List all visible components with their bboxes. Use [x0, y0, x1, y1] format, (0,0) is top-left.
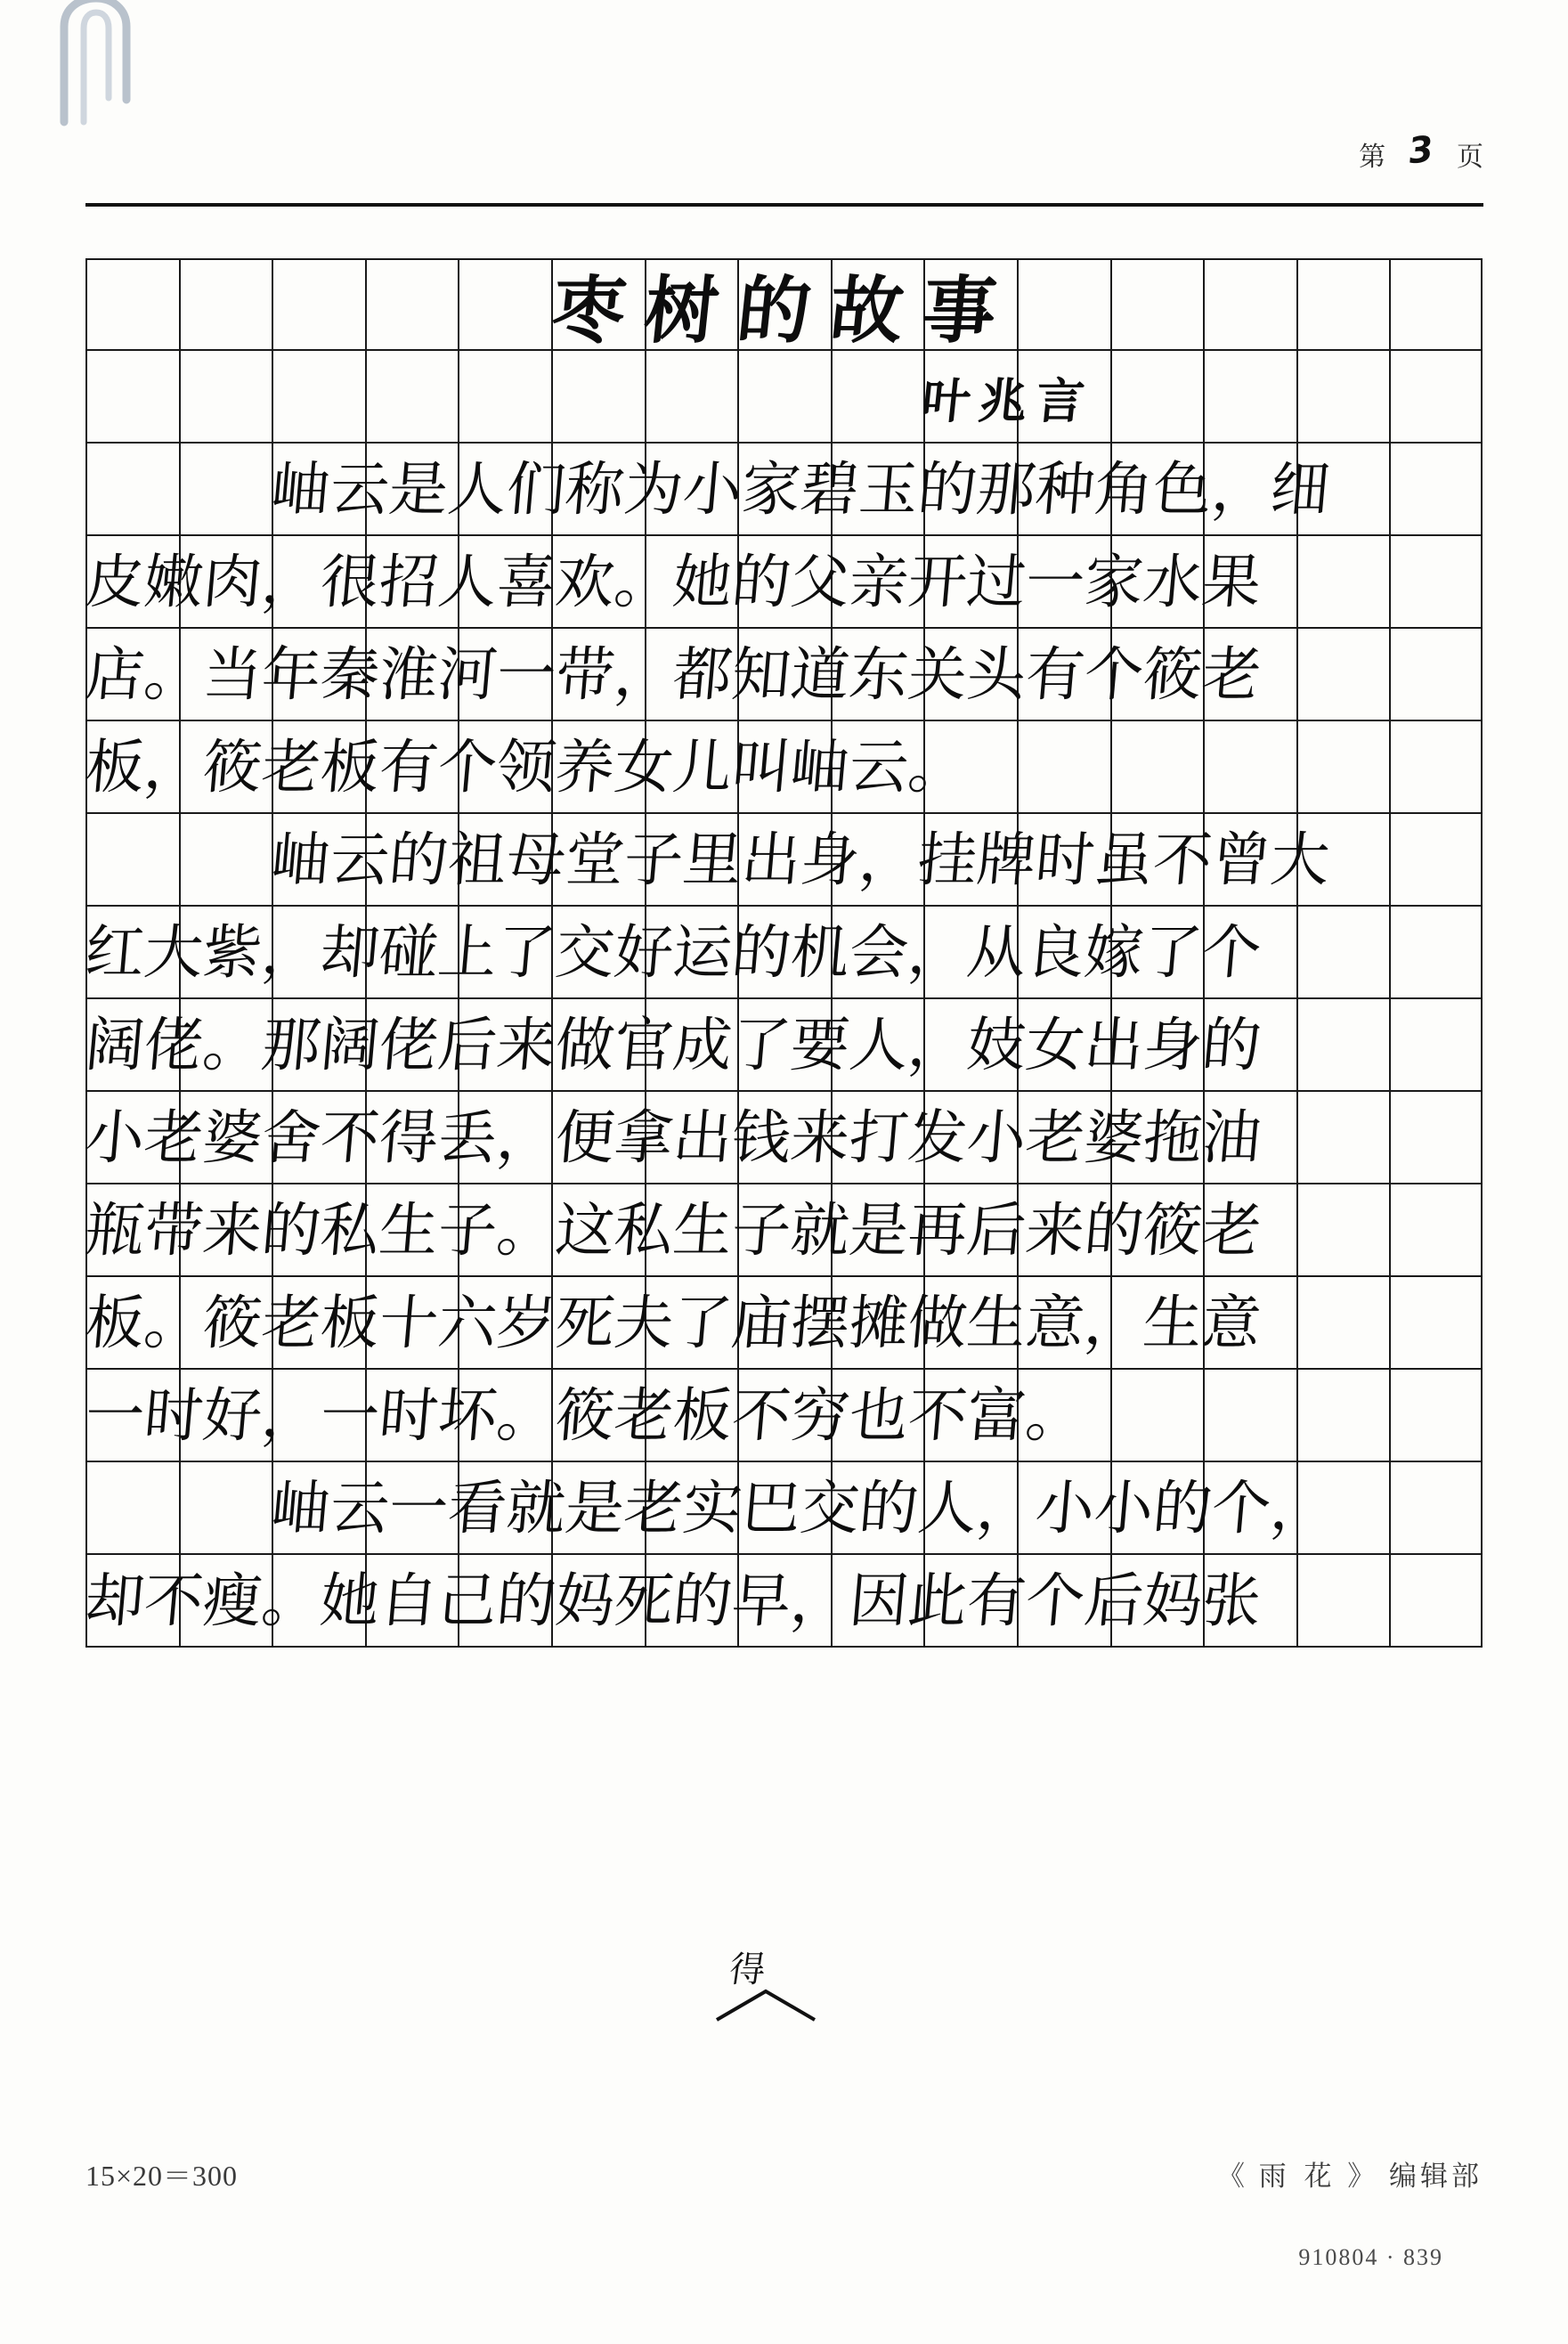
manuscript-line-text: 红大紫，却碰上了交好运的机会，从良嫁了个 — [82, 918, 1264, 987]
grid-cell — [272, 536, 365, 629]
grid-cell — [737, 1184, 831, 1277]
grid-cell — [1296, 629, 1390, 721]
grid-cell — [645, 536, 738, 629]
grid-cell — [1017, 1370, 1110, 1462]
grid-cell — [458, 536, 551, 629]
grid-cell — [1110, 1370, 1204, 1462]
page-header — [85, 128, 1483, 214]
grid-row — [82, 1092, 1483, 1184]
grid-cell — [1203, 1092, 1296, 1184]
grid-cell — [1389, 1555, 1483, 1648]
manuscript-line-text: 岫云是人们称为小家碧玉的那种角色，细 — [268, 455, 1333, 524]
grid-cell — [365, 721, 459, 814]
grid-cell — [179, 1184, 272, 1277]
publisher-label — [1217, 2153, 1483, 2193]
grid-cell — [551, 444, 645, 536]
grid-cell — [179, 999, 272, 1092]
grid-cell — [645, 1092, 738, 1184]
grid-cell — [831, 1092, 924, 1184]
grid-cell — [365, 814, 459, 907]
manuscript-line-text: 阔佬。那阔佬后来做官成了要人，妓女出身的 — [82, 1011, 1264, 1079]
grid-cell — [645, 907, 738, 999]
grid-cell — [1296, 999, 1390, 1092]
grid-cell — [1389, 444, 1483, 536]
grid-cell — [1203, 1277, 1296, 1370]
grid-cell — [831, 907, 924, 999]
grid-cell — [551, 1184, 645, 1277]
grid-cell — [179, 629, 272, 721]
grid-cell — [458, 629, 551, 721]
grid-cell — [1203, 1555, 1296, 1648]
grid-cell — [551, 1277, 645, 1370]
grid-cell — [1203, 351, 1296, 444]
grid-cell — [831, 1555, 924, 1648]
manuscript-line-text: 瓶带来的私生子。这私生子就是再后来的筱老 — [82, 1196, 1264, 1265]
grid-cell — [831, 721, 924, 814]
grid-cell — [1296, 814, 1390, 907]
grid-cell — [551, 721, 645, 814]
grid-cell — [272, 444, 365, 536]
grid-cell — [551, 629, 645, 721]
grid-cell — [1017, 1555, 1110, 1648]
grid-cell — [272, 721, 365, 814]
grid-cell — [831, 999, 924, 1092]
grid-cell — [831, 1277, 924, 1370]
grid-cell — [365, 1277, 459, 1370]
grid-cell — [458, 1184, 551, 1277]
grid-cell — [1296, 1370, 1390, 1462]
grid-cell — [831, 536, 924, 629]
grid-cell — [737, 1092, 831, 1184]
grid-cell — [737, 814, 831, 907]
grid-cell — [831, 1462, 924, 1555]
manuscript-line-text: 岫云一看就是老实巴交的人，小小的个， — [268, 1474, 1333, 1542]
grid-cell — [923, 536, 1017, 629]
grid-cell — [923, 1184, 1017, 1277]
grid-cell — [1203, 721, 1296, 814]
grid-cell — [1017, 351, 1110, 444]
inserted-character: 得 — [727, 1949, 768, 1990]
grid-cell — [645, 444, 738, 536]
grid-cell — [1017, 536, 1110, 629]
grid-cell — [1110, 721, 1204, 814]
publisher-name: 雨 花 — [1258, 2161, 1337, 2192]
grid-cell — [645, 1462, 738, 1555]
grid-cell — [1017, 258, 1110, 351]
grid-cell — [1110, 258, 1204, 351]
grid-cell — [1389, 999, 1483, 1092]
grid-cell — [551, 814, 645, 907]
grid-cell — [85, 258, 179, 351]
grid-cell — [85, 1555, 179, 1648]
grid-cell — [365, 444, 459, 536]
grid-cell — [1017, 444, 1110, 536]
grid-cell — [1110, 1092, 1204, 1184]
grid-cell — [365, 258, 459, 351]
grid-cell — [1017, 1277, 1110, 1370]
publisher-suffix: 编辑部 — [1389, 2161, 1483, 2192]
grid-cell — [831, 814, 924, 907]
grid-cell — [1203, 1462, 1296, 1555]
grid-cell — [85, 629, 179, 721]
grid-cell — [85, 721, 179, 814]
grid-cell — [737, 1370, 831, 1462]
grid-cell — [923, 907, 1017, 999]
grid-cell — [1110, 351, 1204, 444]
grid-cell — [1110, 629, 1204, 721]
grid-cell — [458, 1277, 551, 1370]
grid-cell — [365, 1555, 459, 1648]
grid-cell — [1203, 907, 1296, 999]
grid-cell — [272, 629, 365, 721]
grid-cell — [923, 814, 1017, 907]
grid-cell — [458, 907, 551, 999]
grid-cell — [458, 444, 551, 536]
manuscript-line-text: 皮嫩肉，很招人喜欢。她的父亲开过一家水果 — [82, 548, 1264, 616]
grid-cell — [1296, 1277, 1390, 1370]
grid-cell — [179, 1277, 272, 1370]
grid-cell — [179, 721, 272, 814]
grid-cell — [458, 999, 551, 1092]
grid-cell — [645, 1555, 738, 1648]
grid-cell — [85, 1184, 179, 1277]
grid-cell — [272, 258, 365, 351]
grid-cell — [645, 1370, 738, 1462]
grid-cell — [737, 999, 831, 1092]
grid-cell — [1017, 1462, 1110, 1555]
grid-cell — [85, 907, 179, 999]
paper-clip-icon — [37, 0, 144, 126]
grid-cell — [551, 1370, 645, 1462]
grid-cell — [1017, 721, 1110, 814]
grid-cell — [458, 814, 551, 907]
grid-cell — [365, 1370, 459, 1462]
grid-cell — [85, 536, 179, 629]
grid-cell — [737, 907, 831, 999]
grid-row — [82, 1184, 1483, 1277]
grid-cell — [831, 351, 924, 444]
grid-cell — [645, 351, 738, 444]
grid-row — [82, 536, 1483, 629]
grid-cell — [365, 1184, 459, 1277]
grid-cell — [1203, 1370, 1296, 1462]
grid-row — [82, 629, 1483, 721]
grid-cell — [458, 351, 551, 444]
grid-cell — [1017, 1092, 1110, 1184]
grid-cell — [923, 444, 1017, 536]
grid-cell — [737, 536, 831, 629]
grid-cell — [923, 258, 1017, 351]
grid-cell — [737, 1555, 831, 1648]
header-rule — [85, 203, 1483, 207]
grid-cell — [551, 258, 645, 351]
grid-cell — [1389, 1277, 1483, 1370]
grid-cell — [179, 814, 272, 907]
manuscript-line-text: 店。当年秦淮河一带，都知道东关头有个筱老 — [82, 640, 1264, 709]
page-label-suffix: 页 — [1457, 142, 1483, 172]
grid-cell — [1296, 351, 1390, 444]
publisher-open-bracket: 《 — [1217, 2161, 1248, 2192]
grid-cell — [85, 814, 179, 907]
grid-cell — [85, 999, 179, 1092]
grid-cell — [923, 721, 1017, 814]
manuscript-grid — [82, 258, 1483, 1648]
grid-cell — [1389, 1092, 1483, 1184]
grid-row — [85, 444, 1483, 536]
grid-cell — [1110, 1184, 1204, 1277]
page-number: 3 — [1406, 128, 1436, 173]
grid-cell — [923, 1370, 1017, 1462]
grid-cell — [272, 999, 365, 1092]
grid-row — [82, 999, 1483, 1092]
page-label-prefix: 第 — [1359, 142, 1386, 172]
grid-row — [85, 1462, 1483, 1555]
grid-cell — [179, 444, 272, 536]
grid-cell — [1110, 1277, 1204, 1370]
manuscript-line-text: 板，筱老板有个领养女儿叫岫云。 — [82, 733, 971, 802]
grid-cell — [272, 1370, 365, 1462]
grid-cell — [272, 1184, 365, 1277]
grid-cell — [1203, 814, 1296, 907]
grid-cell — [1017, 907, 1110, 999]
grid-cell — [179, 258, 272, 351]
manuscript-line-text: 一时好，一时坏。筱老板不穷也不富。 — [82, 1381, 1088, 1450]
grid-cell — [1296, 907, 1390, 999]
grid-cell — [179, 1462, 272, 1555]
grid-cell — [272, 1462, 365, 1555]
grid-cell — [1017, 814, 1110, 907]
grid-cell — [272, 1555, 365, 1648]
grid-cell — [1389, 629, 1483, 721]
grid-cell — [1110, 814, 1204, 907]
publisher-close-bracket: 》 — [1347, 2161, 1379, 2192]
grid-cell — [551, 1555, 645, 1648]
grid-cell — [831, 1184, 924, 1277]
grid-cell — [365, 536, 459, 629]
grid-cell — [1389, 536, 1483, 629]
grid-cell — [831, 629, 924, 721]
grid-cell — [737, 258, 831, 351]
grid-cell — [1389, 721, 1483, 814]
grid-cell — [1017, 629, 1110, 721]
grid-row — [82, 721, 1483, 814]
grid-cell — [1389, 1462, 1483, 1555]
page-footer — [85, 2153, 1483, 2194]
grid-cell — [737, 1462, 831, 1555]
grid-cell — [365, 351, 459, 444]
grid-cell — [365, 629, 459, 721]
grid-cell — [458, 1462, 551, 1555]
grid-cell — [551, 1462, 645, 1555]
grid-cell — [1017, 999, 1110, 1092]
grid-cell — [645, 258, 738, 351]
grid-cell — [1296, 1462, 1390, 1555]
grid-row — [85, 258, 1483, 351]
grid-cell — [1296, 444, 1390, 536]
grid-cell — [1389, 1184, 1483, 1277]
grid-cell — [1296, 721, 1390, 814]
grid-cell — [1296, 536, 1390, 629]
grid-cell — [831, 444, 924, 536]
manuscript-author: 叶兆言 — [919, 372, 1096, 429]
grid-cell — [551, 351, 645, 444]
grid-cell — [365, 1462, 459, 1555]
grid-cell — [272, 907, 365, 999]
grid-cell — [179, 536, 272, 629]
grid-cell — [458, 258, 551, 351]
grid-cell — [1389, 258, 1483, 351]
grid-cell — [179, 1555, 272, 1648]
grid-cell — [179, 351, 272, 444]
grid-cell — [272, 1092, 365, 1184]
grid-cell — [179, 1092, 272, 1184]
grid-cell — [645, 1277, 738, 1370]
grid-cell — [923, 351, 1017, 444]
grid-cell — [272, 814, 365, 907]
grid-cell — [1389, 1370, 1483, 1462]
grid-cell — [737, 629, 831, 721]
grid-cell — [737, 1277, 831, 1370]
grid-cell — [272, 351, 365, 444]
grid-cell — [737, 351, 831, 444]
grid-cell — [737, 721, 831, 814]
grid-cell — [923, 1277, 1017, 1370]
manuscript-title: 枣树的故事 — [548, 268, 1020, 354]
manuscript-line-text: 板。筱老板十六岁死夫了庙摆摊做生意，生意 — [82, 1289, 1264, 1357]
manuscript-line-text: 却不瘦。她自己的妈死的早，因此有个后妈张 — [82, 1567, 1264, 1635]
grid-cell — [85, 444, 179, 536]
grid-cell — [179, 907, 272, 999]
grid-cell — [923, 1092, 1017, 1184]
manuscript-line-text: 小老婆舍不得丢，便拿出钱来打发小老婆拖油 — [82, 1103, 1264, 1172]
grid-cell — [831, 1370, 924, 1462]
grid-cell — [551, 907, 645, 999]
grid-cell — [85, 1370, 179, 1462]
grid-cell — [1296, 258, 1390, 351]
grid-cell — [645, 721, 738, 814]
grid-cell — [1017, 1184, 1110, 1277]
grid-cell — [1203, 1184, 1296, 1277]
grid-cell — [458, 1370, 551, 1462]
grid-cell — [1110, 1462, 1204, 1555]
grid-cell — [1203, 444, 1296, 536]
grid-cell — [85, 351, 179, 444]
grid-spec-label: 15×20＝300 — [85, 2160, 239, 2192]
insertion-caret-icon — [712, 1988, 819, 2023]
grid-row — [85, 351, 1483, 444]
serial-number: 910804 · 839 — [1298, 2244, 1443, 2270]
grid-cell — [923, 1555, 1017, 1648]
grid-cell — [1203, 258, 1296, 351]
grid-cell — [1203, 629, 1296, 721]
grid-cell — [1389, 814, 1483, 907]
grid-cell — [85, 1277, 179, 1370]
grid-cell — [1110, 907, 1204, 999]
grid-cell — [551, 536, 645, 629]
grid-cell — [1296, 1092, 1390, 1184]
grid-cell — [645, 1184, 738, 1277]
grid-cell — [1110, 536, 1204, 629]
grid-cell — [1389, 907, 1483, 999]
grid-row — [82, 1277, 1483, 1370]
grid-cell — [1296, 1555, 1390, 1648]
grid-cell — [365, 999, 459, 1092]
grid-cell — [831, 258, 924, 351]
grid-cell — [1203, 536, 1296, 629]
grid-row — [85, 814, 1483, 907]
grid-cell — [365, 1092, 459, 1184]
grid-cell — [365, 907, 459, 999]
grid-cell — [458, 1555, 551, 1648]
grid-cell — [1203, 999, 1296, 1092]
grid-cell — [1110, 999, 1204, 1092]
grid-cell — [645, 629, 738, 721]
grid-cell — [272, 1277, 365, 1370]
grid-cell — [179, 1370, 272, 1462]
grid-cell — [923, 629, 1017, 721]
grid-cell — [923, 999, 1017, 1092]
grid-cell — [1110, 1555, 1204, 1648]
grid-cell — [1296, 1184, 1390, 1277]
grid-cell — [645, 814, 738, 907]
grid-cell — [458, 1092, 551, 1184]
manuscript-line-text: 岫云的祖母堂子里出身，挂牌时虽不曾大 — [268, 826, 1333, 894]
grid-cell — [85, 1462, 179, 1555]
grid-cell — [85, 1092, 179, 1184]
grid-cell — [645, 999, 738, 1092]
grid-row — [82, 1555, 1483, 1648]
grid-row — [82, 907, 1483, 999]
page-number-group — [1359, 128, 1483, 175]
grid-cell — [923, 1462, 1017, 1555]
grid-cell — [1110, 444, 1204, 536]
grid-row — [82, 1370, 1483, 1462]
grid-cell — [551, 999, 645, 1092]
grid-cell — [737, 444, 831, 536]
grid-cell — [458, 721, 551, 814]
grid-cell — [1389, 351, 1483, 444]
grid-cell — [551, 1092, 645, 1184]
